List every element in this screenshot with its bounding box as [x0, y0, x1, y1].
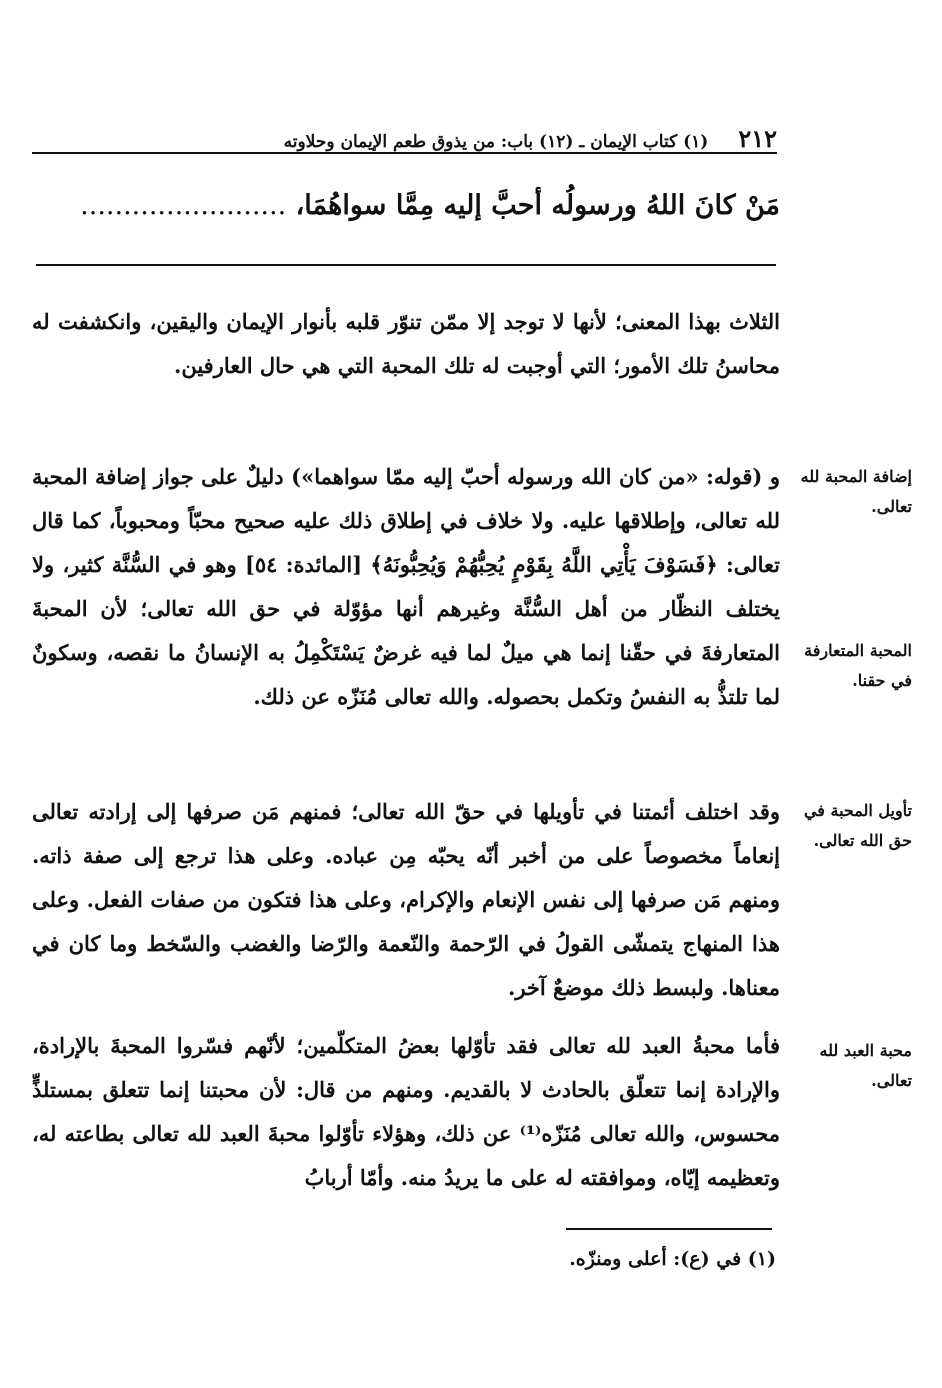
margin-note-4: محبة العبد لله تعالى.	[819, 1041, 912, 1090]
paragraph-1: الثلاث بهذا المعنى؛ لأنها لا توجد إلا ممّن تنوّر قلبه بأنوار الإيمان واليقين، وانكشفت له محاسنُ تلك الأمور؛ التي أوجبت له تلك المحبة التي هي حال العارفين.	[32, 309, 780, 378]
header-rule	[32, 152, 777, 154]
hadith-line: مَنْ كانَ اللهُ ورسولُه أحبَّ إليه مِمَّا سواهُمَا،	[295, 190, 780, 221]
footnote-rule	[566, 1228, 772, 1230]
running-head	[32, 124, 777, 153]
margin-note-2: المحبة المتعارفة في حقنا.	[804, 641, 912, 690]
hadith-ellipsis: ........................	[80, 190, 287, 221]
paragraph-4: فأما محبةُ العبد لله تعالى فقد تأوّلها بعضُ المتكلّمين؛ لأنّهم فسّروا المحبةَ بالإرادة، والإرادة إنما تتعلّق بالحادث لا بالقديم. ومنهم من قال: لأن محبتنا إنما تتعلق بمستلذٍّ محسوس، والله تعالى مُنَزّه⁽¹⁾ عن ذلك، وهؤلاء تأوّلوا محبةَ العبد لله تعالى بطاعته له، وتعظيمه إيّاه، وموافقته له على ما يريدُ منه. وأمّا أربابُ	[32, 1033, 781, 1190]
paragraph-2: و (قوله: «من كان الله ورسوله أحبّ إليه ممّا سواهما») دليلٌ على جواز إضافة المحبة لله تعالى، وإطلاقها عليه. ولا خلاف في إطلاق ذلك عليه صحيح محبّاً ومحبوباً، كما قال تعالى: ﴿فَسَوْفَ يَأْتِي اللَّهُ بِقَوْمٍ يُحِبُّهُمْ وَيُحِبُّونَهُ﴾ [المائدة: ٥٤] وهو في السُّنَّة كثير، ولا يختلف النظّار من أهل السُّنَّة وغيرهم أنها مؤوّلة في حق الله تعالى؛ لأن المحبةَ المتعارفةَ في حقّنا إنما هي ميلٌ لما فيه غرضٌ يَسْتَكْمِلُ به الإنسانُ ما نقصه، وسكونٌ لما تلتذُّ به النفسُ وتكمل بحصوله. والله تعالى مُنَزّه عن ذلك.	[32, 464, 780, 709]
paragraph-3: وقد اختلف أئمتنا في تأويلها في حقّ الله تعالى؛ فمنهم مَن صرفها إلى إرادته تعالى إنعاماً مخصوصاً على من أخبر أنّه يحبّه مِن عباده. وعلى هذا ترجع إلى صفة ذاته. ومنهم مَن صرفها إلى نفس الإنعام والإكرام، وعلى هذا فتكون من صفات الفعل. وعلى هذا المنهاج يتمشّى القولُ في الرّحمة والنّعمة والرّضا والغضب والسّخط وما كان في معناها. ولبسط ذلك موضعٌ آخر.	[32, 799, 780, 1000]
hadith-text	[32, 190, 780, 221]
margin-note-3: تأويل المحبة في حق الله تعالى.	[803, 801, 912, 850]
running-head-title: (١) كتاب الإيمان ـ (١٢) باب: من يذوق طعم الإيمان وحلاوته	[283, 132, 709, 152]
footnote: (١) في (ع): أعلى ومنزّه.	[569, 1248, 776, 1270]
section-rule	[36, 264, 776, 266]
margin-note-1: إضافة المحبة لله تعالى.	[800, 467, 912, 516]
page-number: ٢١٢	[738, 124, 777, 153]
